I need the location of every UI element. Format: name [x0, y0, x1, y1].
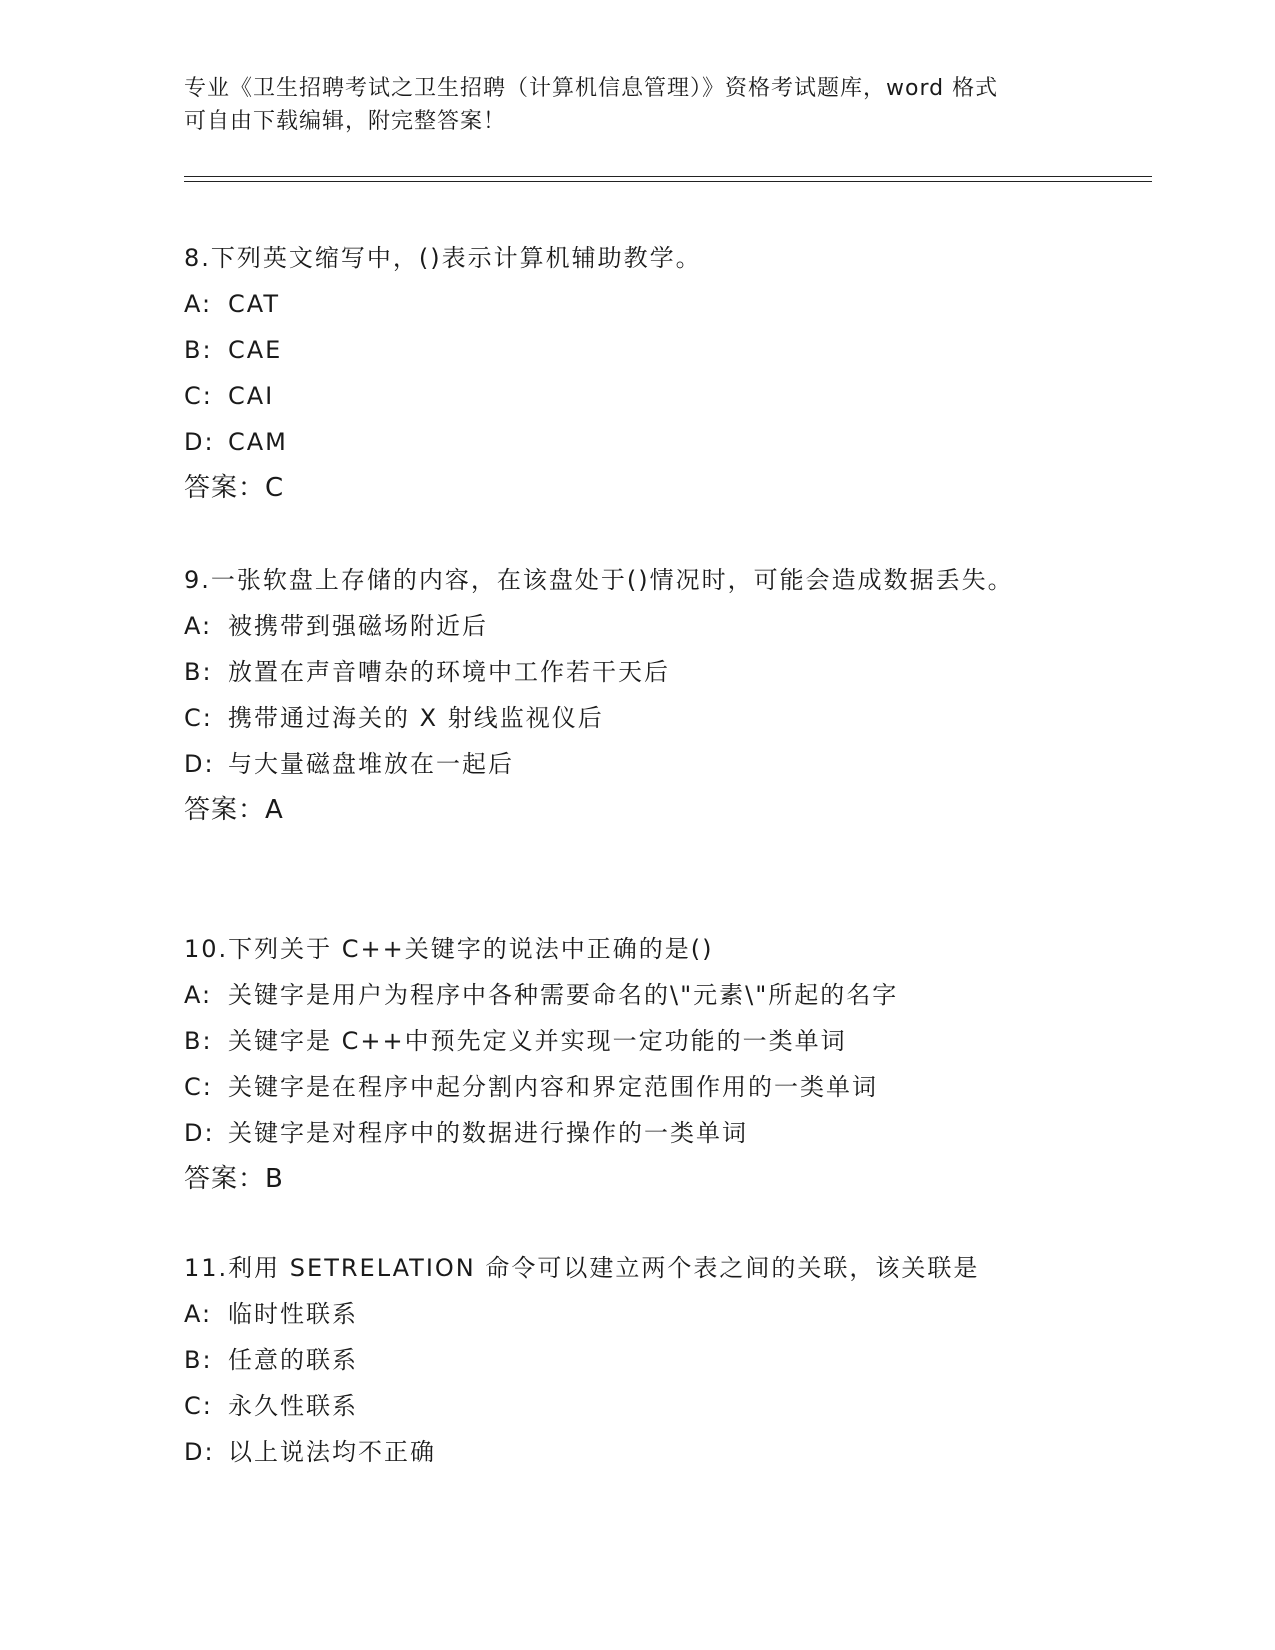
question-title: 11.利用 SETRELATION 命令可以建立两个表之间的关联，该关联是: [184, 1254, 980, 1282]
option-c: [184, 695, 1064, 741]
option-text: 被携带到强磁场附近后: [228, 612, 488, 640]
question-10: [184, 926, 1064, 1202]
option-text: 与大量磁盘堆放在一起后: [228, 750, 514, 778]
option-b: [184, 1018, 1064, 1064]
option-d: [184, 419, 1064, 465]
question-11: [184, 1245, 1064, 1475]
option-letter: B:: [184, 658, 213, 686]
answer-line: 答案：A: [184, 795, 284, 825]
option-c: [184, 1383, 1064, 1429]
option-text: 任意的联系: [228, 1346, 358, 1374]
option-letter: D:: [184, 1438, 215, 1466]
header-line-2: 可自由下载编辑，附完整答案！: [184, 109, 507, 134]
option-text: CAE: [228, 336, 283, 364]
option-c: [184, 373, 1064, 419]
option-d: [184, 1429, 1064, 1475]
option-letter: A:: [184, 1300, 213, 1328]
option-text: 临时性联系: [228, 1300, 358, 1328]
option-text: 关键字是对程序中的数据进行操作的一类单词: [228, 1119, 748, 1147]
option-text: 关键字是用户为程序中各种需要命名的\"元素\"所起的名字: [228, 981, 899, 1009]
option-letter: C:: [184, 1392, 213, 1420]
option-a: [184, 281, 1064, 327]
question-title: 8.下列英文缩写中，()表示计算机辅助教学。: [184, 244, 702, 272]
option-letter: B:: [184, 1346, 213, 1374]
option-letter: B:: [184, 336, 213, 364]
option-text: 关键字是 C++中预先定义并实现一定功能的一类单词: [228, 1027, 847, 1055]
option-letter: D:: [184, 750, 215, 778]
option-letter: D:: [184, 428, 215, 456]
option-b: [184, 1337, 1064, 1383]
option-text: CAI: [228, 382, 275, 410]
option-a: [184, 972, 1064, 1018]
question-title: 9.一张软盘上存储的内容，在该盘处于()情况时，可能会造成数据丢失。: [184, 566, 1014, 594]
option-letter: C:: [184, 382, 213, 410]
option-text: 放置在声音嘈杂的环境中工作若干天后: [228, 658, 670, 686]
question-9: [184, 557, 1064, 833]
option-text: 以上说法均不正确: [228, 1438, 436, 1466]
option-letter: D:: [184, 1119, 215, 1147]
header-rule-top: [184, 176, 1152, 177]
option-text: CAM: [228, 428, 288, 456]
option-text: 携带通过海关的 X 射线监视仪后: [228, 704, 604, 732]
option-letter: C:: [184, 1073, 213, 1101]
option-d: [184, 741, 1064, 787]
option-text: 关键字是在程序中起分割内容和界定范围作用的一类单词: [228, 1073, 878, 1101]
option-a: [184, 603, 1064, 649]
option-text: CAT: [228, 290, 280, 318]
answer-line: 答案：C: [184, 473, 285, 503]
option-text: 永久性联系: [228, 1392, 358, 1420]
option-a: [184, 1291, 1064, 1337]
document-header: [184, 72, 1064, 138]
option-b: [184, 327, 1064, 373]
option-letter: A:: [184, 981, 213, 1009]
option-letter: C:: [184, 704, 213, 732]
header-rule-bottom: [184, 181, 1152, 182]
option-c: [184, 1064, 1064, 1110]
option-b: [184, 649, 1064, 695]
option-letter: A:: [184, 290, 213, 318]
question-title: 10.下列关于 C++关键字的说法中正确的是(): [184, 935, 714, 963]
option-d: [184, 1110, 1064, 1156]
header-line-1: 专业《卫生招聘考试之卫生招聘（计算机信息管理）》资格考试题库，word 格式: [184, 76, 999, 101]
option-letter: B:: [184, 1027, 213, 1055]
question-8: [184, 235, 1064, 511]
answer-line: 答案：B: [184, 1164, 284, 1194]
option-letter: A:: [184, 612, 213, 640]
